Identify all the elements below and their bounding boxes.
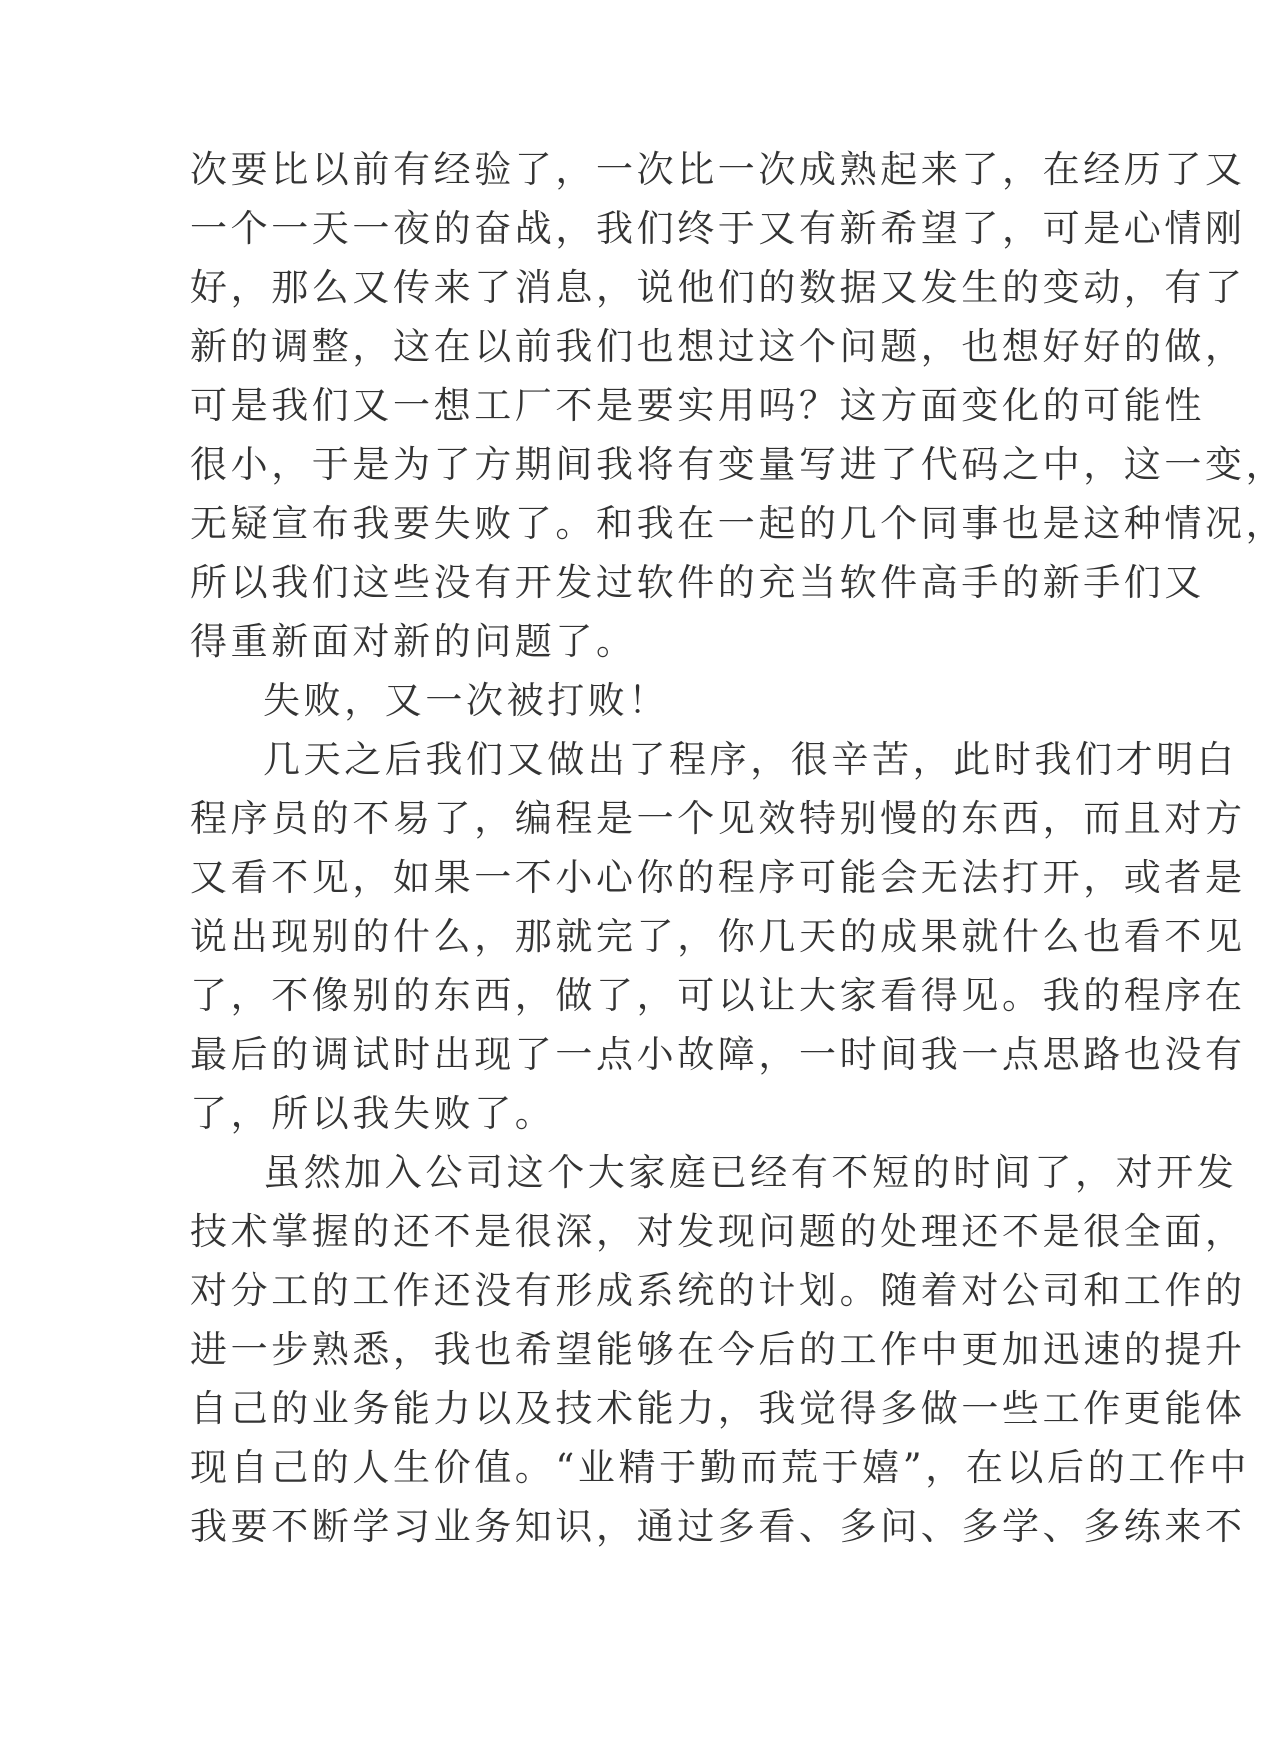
text-line: 次要比以前有经验了，一次比一次成熟起来了，在经历了又 — [190, 148, 1246, 191]
text-line: 了，所以我失败了。 — [190, 1092, 556, 1135]
text-line: 技术掌握的还不是很深，对发现问题的处理还不是很全面， — [190, 1210, 1246, 1253]
text-line: 最后的调试时出现了一点小故障，一时间我一点思路也没有 — [190, 1033, 1246, 1076]
text-line: 说出现别的什么，那就完了，你几天的成果就什么也看不见 — [190, 915, 1246, 958]
text-line: 自己的业务能力以及技术能力，我觉得多做一些工作更能体 — [190, 1387, 1246, 1430]
text-line: 我要不断学习业务知识，通过多看、多问、多学、多练来不 — [190, 1505, 1246, 1548]
text-line: 一个一天一夜的奋战，我们终于又有新希望了，可是心情刚 — [190, 207, 1246, 250]
text-line: 得重新面对新的问题了。 — [190, 620, 637, 663]
text-line: 现自己的人生价值。“业精于勤而荒于嬉”，在以后的工作中 — [190, 1446, 1251, 1489]
paragraph-first-line: 虽然加入公司这个大家庭已经有不短的时间了，对开发 — [263, 1151, 1238, 1194]
text-line: 所以我们这些没有开发过软件的充当软件高手的新手们又 — [190, 561, 1205, 604]
text-line: 了，不像别的东西，做了，可以让大家看得见。我的程序在 — [190, 974, 1246, 1017]
text-line: 很小，于是为了方期间我将有变量写进了代码之中，这一变， — [190, 443, 1286, 486]
text-line: 对分工的工作还没有形成系统的计划。随着对公司和工作的 — [190, 1269, 1246, 1312]
text-line: 好，那么又传来了消息，说他们的数据又发生的变动，有了 — [190, 266, 1246, 309]
text-line: 可是我们又一想工厂不是要实用吗？这方面变化的可能性 — [190, 384, 1205, 427]
text-line: 程序员的不易了，编程是一个见效特别慢的东西，而且对方 — [190, 797, 1246, 840]
paragraph-first-line: 几天之后我们又做出了程序，很辛苦，此时我们才明白 — [263, 738, 1238, 781]
text-line: 进一步熟悉，我也希望能够在今后的工作中更加迅速的提升 — [190, 1328, 1246, 1371]
text-line: 无疑宣布我要失败了。和我在一起的几个同事也是这种情况， — [190, 502, 1286, 545]
paragraph-first-line: 失败，又一次被打败！ — [263, 679, 669, 722]
text-line: 又看不见，如果一不小心你的程序可能会无法打开，或者是 — [190, 856, 1246, 899]
text-line: 新的调整，这在以前我们也想过这个问题，也想好好的做， — [190, 325, 1246, 368]
